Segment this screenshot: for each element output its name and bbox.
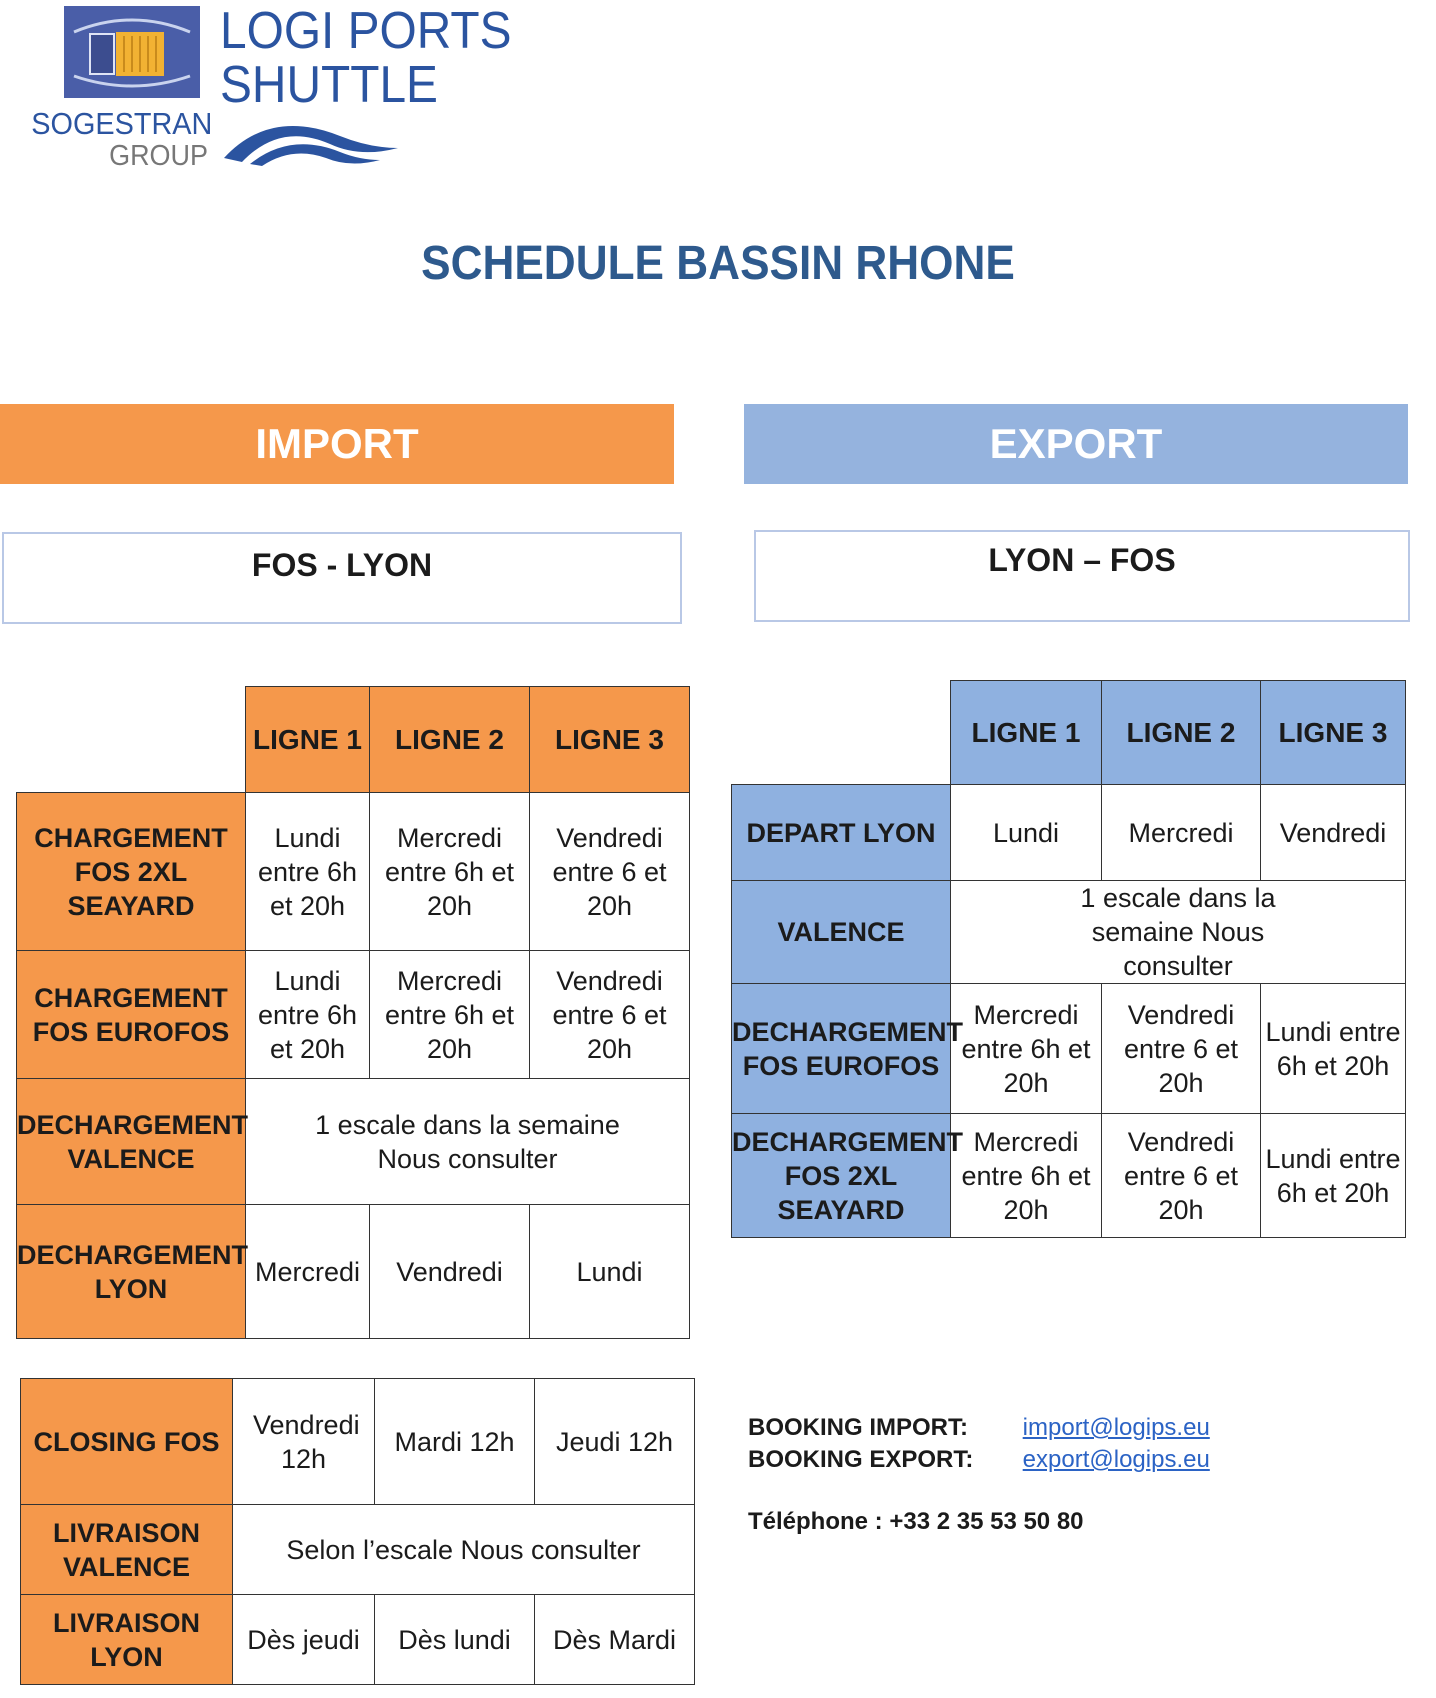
table-row — [21, 1505, 695, 1595]
table-cell: Lundi entre 6h et 20h — [1261, 1114, 1406, 1238]
table-cell: Mercredi entre 6h et 20h — [370, 793, 530, 951]
table-cell: Vendredi entre 6 et 20h — [1102, 1114, 1261, 1238]
column-header: LIGNE 1 — [246, 687, 370, 793]
booking-export-label: BOOKING EXPORT: — [748, 1446, 974, 1473]
column-header: LIGNE 1 — [951, 681, 1102, 785]
table-row — [21, 1595, 695, 1685]
export-schedule-table — [731, 680, 1406, 1238]
table-cell: Vendredi 12h — [233, 1379, 375, 1505]
table-cell: Mercredi entre 6h et 20h — [951, 984, 1102, 1114]
column-header: LIGNE 3 — [530, 687, 690, 793]
export-route: LYON – FOS — [754, 530, 1410, 622]
logo-subtitle: SOGESTRAN GROUP — [31, 106, 213, 172]
corner-cell — [732, 681, 951, 785]
table-cell: Lundi — [951, 785, 1102, 881]
table-cell: Mercredi entre 6h et 20h — [951, 1114, 1102, 1238]
table-row — [732, 1114, 1406, 1238]
import-banner: IMPORT — [0, 404, 674, 484]
merged-cell: 1 escale dans la semaine Nous consulter — [951, 881, 1406, 984]
booking-import-label: BOOKING IMPORT: — [748, 1414, 968, 1441]
table-row — [17, 1079, 690, 1205]
table-cell: Dès Mardi — [535, 1595, 695, 1685]
merged-cell: 1 escale dans la semaine Nous consulter — [246, 1079, 690, 1205]
table-header-row — [17, 687, 690, 793]
booking-export-email-link[interactable]: export@logips.eu — [1022, 1446, 1210, 1473]
row-header: LIVRAISON VALENCE — [21, 1505, 233, 1595]
table-cell: Lundi — [530, 1205, 690, 1339]
corner-cell — [17, 687, 246, 793]
table-cell: Lundi entre 6h et 20h — [246, 793, 370, 951]
table-cell: Jeudi 12h — [535, 1379, 695, 1505]
closing-table — [20, 1378, 695, 1685]
row-header: CHARGEMENT FOS EUROFOS — [17, 951, 246, 1079]
table-cell: Mercredi entre 6h et 20h — [370, 951, 530, 1079]
table-row — [732, 881, 1406, 984]
table-cell: Dès lundi — [375, 1595, 535, 1685]
row-header: VALENCE — [732, 881, 951, 984]
table-row — [17, 951, 690, 1079]
table-cell: Mardi 12h — [375, 1379, 535, 1505]
column-header: LIGNE 3 — [1261, 681, 1406, 785]
table-cell: Dès jeudi — [233, 1595, 375, 1685]
table-row — [17, 1205, 690, 1339]
phone-number: Téléphone : +33 2 35 53 50 80 — [748, 1508, 1084, 1535]
logo-container-icon — [64, 6, 200, 98]
table-row — [17, 793, 690, 951]
booking-contacts — [748, 1412, 1210, 1476]
page-title: SCHEDULE BASSIN RHONE — [421, 237, 1015, 290]
row-header: DECHARGEMENT FOS EUROFOS — [732, 984, 951, 1114]
table-cell: Mercredi — [246, 1205, 370, 1339]
table-row — [732, 984, 1406, 1114]
wave-icon — [220, 108, 400, 173]
table-cell: Vendredi — [370, 1205, 530, 1339]
row-header: DEPART LYON — [732, 785, 951, 881]
table-cell: Vendredi — [1261, 785, 1406, 881]
row-header: DECHARGEMENT LYON — [17, 1205, 246, 1339]
table-row — [732, 785, 1406, 881]
table-cell: Vendredi entre 6 et 20h — [530, 793, 690, 951]
booking-import-email-link[interactable]: import@logips.eu — [1022, 1414, 1210, 1441]
table-header-row — [732, 681, 1406, 785]
merged-cell: Selon l’escale Nous consulter — [233, 1505, 695, 1595]
table-cell: Vendredi entre 6 et 20h — [530, 951, 690, 1079]
import-schedule-table — [16, 686, 690, 1339]
column-header: LIGNE 2 — [1102, 681, 1261, 785]
table-cell: Vendredi entre 6 et 20h — [1102, 984, 1261, 1114]
table-cell: Lundi entre 6h et 20h — [246, 951, 370, 1079]
row-header: LIVRAISON LYON — [21, 1595, 233, 1685]
row-header: DECHARGEMENT FOS 2XL SEAYARD — [732, 1114, 951, 1238]
row-header: CHARGEMENT FOS 2XL SEAYARD — [17, 793, 246, 951]
logo-title: LOGI PORTS SHUTTLE — [220, 2, 512, 114]
table-row — [21, 1379, 695, 1505]
row-header: CLOSING FOS — [21, 1379, 233, 1505]
table-cell: Mercredi — [1102, 785, 1261, 881]
import-route: FOS - LYON — [2, 532, 682, 624]
table-cell: Lundi entre 6h et 20h — [1261, 984, 1406, 1114]
column-header: LIGNE 2 — [370, 687, 530, 793]
row-header: DECHARGEMENT VALENCE — [17, 1079, 246, 1205]
export-banner: EXPORT — [744, 404, 1408, 484]
